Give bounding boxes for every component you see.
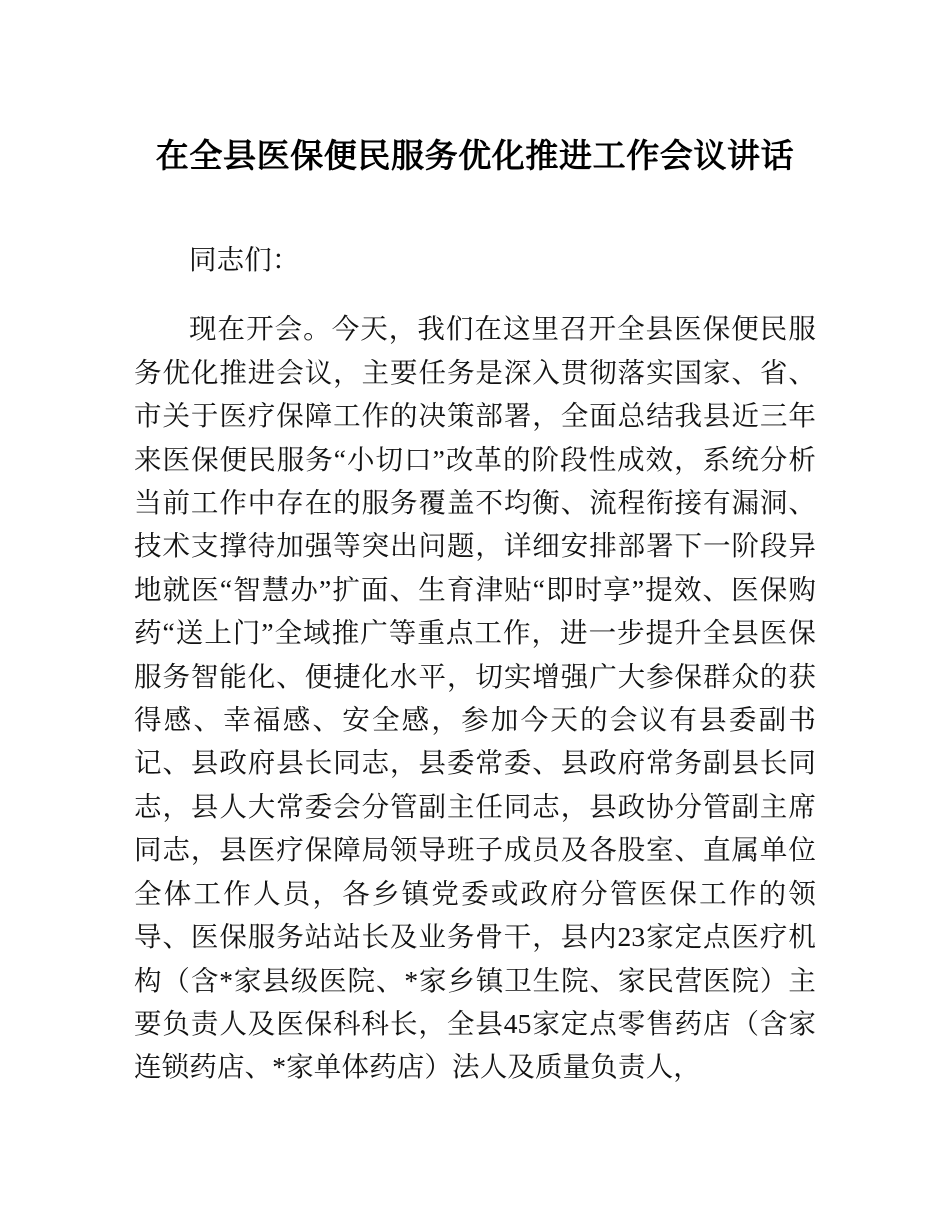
paragraph-opening: 现在开会。今天，我们在这里召开全县医保便民服务优化推进会议，主要任务是深入贯彻落实国家、省、市关于医疗保障工作的决策部署，全面总结我县近三年来医保便民服务“小切口”改革的阶段性成效，系统分析当前工作中存在的服务覆盖不均衡、流程衔接有漏洞、技术支撑待加强等突出问题，详细安排部署下一阶段异地就医“智慧办”扩面、生育津贴“即时享”提效、医保购药“送上门”全域推广等重点工作，进一步提升全县医保服务智能化、便捷化水平，切实增强广大参保群众的获得感、幸福感、安全感，参加今天的会议有县委副书记、县政府县长同志，县委常委、县政府常务副县长同志，县人大常委会分管副主任同志，县政协分管副主席同志，县医疗保障局领导班子成员及各股室、直属单位全体工作人员，各乡镇党委或政府分管医保工作的领导、医保服务站站长及业务骨干，县内23家定点医疗机构（含*家县级医院、*家乡镇卫生院、家民营医院）主要负责人及医保科科长，全县45家定点零售药店（含家连锁药店、*家单体药店）法人及质量负责人， — [134, 313, 816, 1083]
paragraph-salutation: 同志们： — [189, 244, 300, 275]
document-body — [134, 238, 816, 1089]
page-title: 在全县医保便民服务优化推进工作会议讲话 — [155, 137, 795, 175]
